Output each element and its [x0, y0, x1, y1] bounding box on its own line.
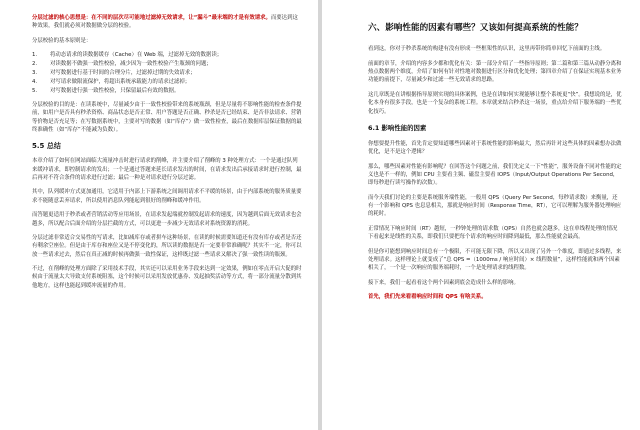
section-paragraph-3: 而今天我们讨论的主要是系统服务端性能，一般用 QPS（Query Per Second，每秒请求数）来衡量，还有一个影响和 QPS 也息息相关，那就是响应时间（Response Time，RT），它可以理解为服务器处理响应的耗时。: [368, 194, 622, 218]
purpose-paragraph: 分层校验的目的是：在读系统中，尽量减少由于一致性校验带来的系统瓶颈，但是尽量将不影响性能的检查条件提前，如用户是否具有秒杀资格、商品状态是否正常、用户答题是否正确、秒杀是否已经结束、是否非法请求、营销等价物是否充足等；在写数据系统中，主要对写的数据（如“库存”）做一致性检查，最后在数据库层保证数据的最终准确性（如“库存”不能减为负数）。: [32, 102, 302, 134]
section-paragraph-5: 但是你可能想到响应时间总有一个极限，不可能无限下降，所以又出现了另外一个维度，即通过多线程，来处理请求。这样理论上就变成了“总 QPS =（1000ms / 响应时间）× 线程数量”，这样性能就和两个因素相关了，一个是一次响应的服务端耗时，一个是处理请求的线程数。: [368, 248, 622, 272]
chapter-paragraph-2: 前面的章节，介绍的内容多少都和优化有关：第一部分介绍了一些指导原则；第二篇和第三篇从动静分离和热点数据两个维度，介绍了如何有针对性地对数据进行区分和优化处理；第四章介绍了在保证实现基本业务功能的前提下，尽量减少和过滤一些无效请求的思路。: [368, 60, 622, 84]
right-page: [322, 0, 640, 430]
chapter-title: 六、影响性能的因素有哪些？又该如何提高系统的性能？: [368, 23, 583, 33]
intro-rest: 而要达到这种效果，我们就必须对数据做分层的校验。: [32, 15, 298, 30]
summary-paragraph-2: 其中，队列缓冲方式更加通用，它适用于内部上下游系统之间调用请求不平缓的场景，由于内部系统的服务质量要求不能随意丢弃请求，所以使用消息队列能起到很好的削峰和缓冲作用。: [32, 189, 302, 204]
section-paragraph-6: 接下来，我们一起看看这个两个因素到底会造成什么样的影响。: [368, 279, 519, 286]
summary-paragraph-3: 而答题更适用于秒杀或者营销活动等应用场景，在请求发起端就控制发起请求的速度，因为越到后面无效请求也会越多，所以配合后面介绍的分层拦截的方式，可以更进一步减少无效请求对系统资源的消耗。: [32, 212, 302, 227]
list-item: 5. 对写数据进行强一致性校验，只保留最后有效的数据。: [32, 87, 180, 94]
section-paragraph-2: 那么，哪些因素对性能有影响呢？在回答这个问题之前，我们先定义一下“性能”，服务设备不同对性能的定义也是不一样的，例如 CPU 主要看主频、磁盘主要看 IOPS（Input/Output Operations Per Second，即每秒进行读写操作的次数）。: [368, 163, 622, 187]
chapter-paragraph-3: 这几章既是在讲根据指导原则实现的具体案例，也是在讲如何实现能够让整个系统更“快”。我想说的是，优化本身有很多手段，也是一个复杂的系统工程。本章就来结合秒杀这一场景，重点给介绍下服务端的一些优化技巧。: [368, 91, 622, 115]
section-heading: 6.1 影响性能的因素: [368, 123, 427, 132]
summary-paragraph-4: 分层过滤非常适合交易性的写请求，比如减库存或者拼车这种场景，在读的时候需要知道还有没有库存或者是否还有剩余空座位。但是由于库存和座位又是不停变化的，所以读的数据是否一定要非常准确呢？其实不一定，你可以放一些请求过去，然后在真正减的时候再做强一致性保证，这样既过滤一些请求又解决了强一致性读的瓶颈。: [32, 234, 302, 258]
list-item: 2. 对读数据不做强一致性校验，减少因为一致性校验产生瓶颈的问题；: [32, 61, 212, 67]
intro-highlight: 分层过滤的核心思想是：在不同的层次尽可能地过滤掉无效请求，让“漏斗”最末端的才是有效请求。: [32, 15, 271, 21]
rules-list: [32, 51, 302, 95]
summary-paragraph-5: 不过，在削峰的处理方面除了采用技术手段，其实还可以采用业务手段来达到一定效果，例如在零点开启大促的时候由于流量太大导致支付系统阻塞，这个时候可以采用发放优惠券、发起抽奖活动等方式，将一部分流量分散到其他地方，这样也能起到缓冲流量的作用。: [32, 266, 302, 289]
basis-title: 分层校验的基本原则是：: [32, 37, 92, 44]
left-page: [0, 0, 318, 430]
list-item: 4. 对写请求做限流保护，将超出系统承载能力的请求过滤掉；: [32, 78, 191, 85]
section-paragraph-4: 正常情况下响应时间（RT）越短，一秒钟处理的请求数（QPS）自然也就会越多，这在单线程处理的情况下看起来是线性的关系，即我们只要把每个请求的响应时间降到最低，那么性能就会最高。: [368, 225, 618, 241]
section-paragraph-7: 首先，我们先来看看响应时间和 QPS 有啥关系。: [368, 294, 487, 301]
summary-paragraph-1: 本章介绍了如何在网站面临大流量冲击时进行请求的削峰，并主要介绍了削峰的 3 种处理方式：一个是通过队列来缓冲请求，即控制请求的发出；一个是通过答题来延长请求发出的时间，在请求发出后承接请求时进行控制，最后再对不符合条件的请求进行过滤；最后一种是对请求进行分层过滤。: [32, 158, 302, 182]
intro-paragraph: [32, 14, 302, 31]
summary-heading: 5.5 总结: [32, 141, 61, 150]
chapter-paragraph-1: 看到这，你对于秒杀系统的构建有没有形成一些框架性的认识，这里再带你简单回忆下前面的主线。: [368, 46, 606, 53]
list-item: 3. 对写数据进行基于时间的合理分片，过滤掉过期的失效请求；: [32, 69, 196, 76]
section-paragraph-1: 你想要提升性能，首先肯定要知道哪些因素对于系统性能的影响最大，然后再针对这些具体的因素想办法做优化，是不是这个逻辑？: [368, 140, 622, 156]
list-item: 1. 将动态请求的读数据缓存（Cache）在 Web 端，过滤掉无效的数据读；: [32, 52, 223, 59]
